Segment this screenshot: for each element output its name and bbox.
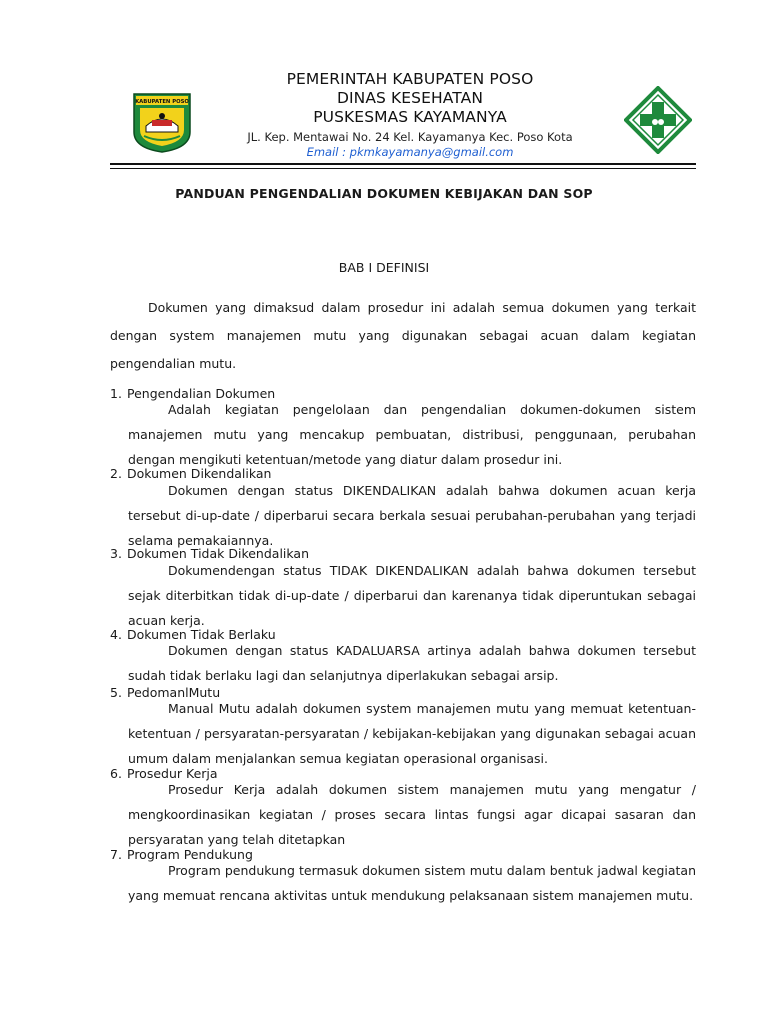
- intro-paragraph: Dokumen yang dimaksud dalam prosedur ini adalah semua dokumen yang terkait dengan system manajemen mutu yang digunakan sebagai acuan dalam kegiatan pengendalian mutu.: [110, 300, 696, 371]
- definition-body: Dokumen dengan status DIKENDALIKAN adalah bahwa dokumen acuan kerja tersebut di-up-date / diperbarui secara berkala sesuai perubahan-perubahan yang terjadi selama pemakaiannya.: [128, 483, 696, 548]
- definition-title: Dokumen Tidak Berlaku: [127, 627, 276, 642]
- letterhead-email: Email : pkmkayamanya@gmail.com: [306, 145, 514, 159]
- definition-number: 7.: [110, 847, 122, 862]
- definition-title: Dokumen Dikendalikan: [127, 466, 272, 481]
- definition-body: Dokumen dengan status KADALUARSA artinya adalah bahwa dokumen tersebut sudah tidak berlaku lagi dan selanjutnya diperlakukan sebagai arsip.: [128, 643, 696, 683]
- definition-title: Pengendalian Dokumen: [127, 386, 276, 401]
- letterhead-government: PEMERINTAH KABUPATEN POSO: [286, 70, 534, 88]
- definition-number: 3.: [110, 546, 122, 561]
- definition-number: 6.: [110, 766, 122, 781]
- definition-number: 1.: [110, 386, 122, 401]
- definition-number: 5.: [110, 685, 122, 700]
- definition-title: Prosedur Kerja: [127, 766, 218, 781]
- definition-number: 2.: [110, 466, 122, 481]
- chapter-heading: BAB I DEFINISI: [338, 260, 430, 275]
- document-title: PANDUAN PENGENDALIAN DOKUMEN KEBIJAKAN DAN SOP: [175, 186, 593, 201]
- definition-title: Dokumen Tidak Dikendalikan: [127, 546, 309, 561]
- definition-body: Adalah kegiatan pengelolaan dan pengendalian dokumen-dokumen sistem manajemen mutu yang mencakup pembuatan, distribusi, penggunaan, perubahan dengan mengikuti ketentuan/metode yang diatur dalam prosedur ini.: [128, 402, 696, 467]
- puskesmas-cross-icon: [624, 86, 692, 154]
- definition-body: Program pendukung termasuk dokumen sistem mutu dalam bentuk jadwal kegiatan yang memuat rencana aktivitas untuk mendukung pelaksanaan sistem manajemen mutu.: [128, 863, 696, 903]
- definition-body: Manual Mutu adalah dokumen system manajemen mutu yang memuat ketentuan-ketentuan / persyaratan-persyaratan / kebijakan-kebijakan yang digunakan sebagai acuan umum dalam menjalankan semua kegiatan operasional organisasi.: [128, 701, 696, 766]
- letterhead-puskesmas: PUSKESMAS KAYAMANYA: [313, 108, 507, 126]
- letterhead: [190, 70, 630, 159]
- definition-body: Dokumendengan status TIDAK DIKENDALIKAN adalah bahwa dokumen tersebut sejak diterbitkan tidak di-up-date / diperbarui dan karenanya tidak diperuntukan sebagai acuan kerja.: [128, 563, 696, 628]
- letterhead-rule-thin: [110, 168, 696, 169]
- definition-title: PedomanlMutu: [127, 685, 221, 700]
- definition-number: 4.: [110, 627, 122, 642]
- svg-text:KABUPATEN POSO: KABUPATEN POSO: [135, 99, 189, 105]
- letterhead-rule-thick: [110, 163, 696, 165]
- definition-title: Program Pendukung: [127, 847, 253, 862]
- definition-body: Prosedur Kerja adalah dokumen sistem manajemen mutu yang mengatur / mengkoordinasikan kegiatan / proses secara lintas fungsi agar dicapai sasaran dan persyaratan yang telah ditetapkan: [128, 782, 696, 847]
- kabupaten-poso-logo: [132, 92, 192, 154]
- letterhead-address: JL. Kep. Mentawai No. 24 Kel. Kayamanya Kec. Poso Kota: [247, 130, 573, 144]
- letterhead-department: DINAS KESEHATAN: [336, 89, 484, 107]
